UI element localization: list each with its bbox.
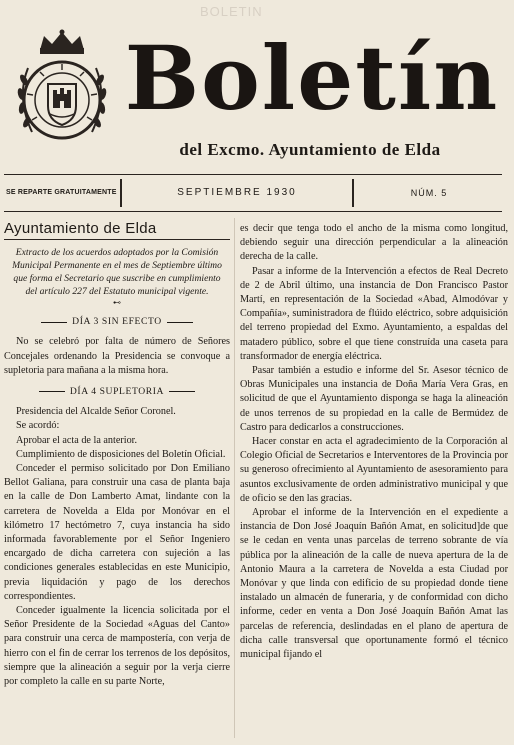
- paragraph: es decir que tenga todo el ancho de la misma como longitud, debiendo seguir una dirección perpendicular a la alineación derecha de la calle.: [240, 223, 508, 263]
- city-crest-icon: [10, 28, 114, 152]
- paragraph: Aprobar el informe de la Intervención en el expediente a instancia de Don José Joaquín Bañón Amat, en solicitud]de que se le cedan en venta unas parcelas de terreno sobrante de vía pública por la alineación de la calle de nueva apertura de la de Antonio Maura a la carretera de Novelda a esta Ciudad por Monóvar y que linda con edificio de su propiedad donde tiene instalado un almacén de funeraria, y de conformidad con dicho informe, ceder en venta a Don José Joaquín Bañón Amat las parcelas de referencia, deslindadas en el plano de apertura de dicha calle transversal que oportunamente formó el técnico municipal fijando el: [240, 507, 508, 661]
- distribution-note: SE REPARTE GRATUITAMENTE: [6, 189, 117, 196]
- paragraph: Se acordó:: [16, 420, 60, 432]
- column-divider: [234, 218, 235, 738]
- paragraph: Conceder el permiso solicitado por Don Emiliano Bellot Galiana, para construir una casa de planta baja en la calle de Don Lamberto Amat, lindante con la carretera de Novelda a Elda por Monóvar en el kilómetro 17 hectómetro 7, cuya instancia ha sido informada favorablemente por el Señor Ingeniero encargado de dicha carretera con sujeción a las condiciones generales establecidas en este Municipio, previa liquidación y pago de los derechos correspondientes.: [4, 463, 230, 602]
- issue-number: NÚM. 5: [410, 188, 448, 198]
- paragraph: Hacer constar en acta el agradecimiento de la Corporación al Colegio Oficial de Secretarios e Interventores de la Provincia por su generoso ofrecimiento al Ayuntamiento de asesoramiento para asuntos exclusivamente de orden administrativo municipal y que de oficio se den las gracias.: [240, 436, 508, 504]
- issue-date: SEPTIEMBRE 1930: [177, 187, 297, 198]
- ornament: ⊷: [113, 298, 121, 308]
- paragraph: Aprobar el acta de la anterior.: [16, 434, 138, 446]
- masthead-subtitle: del Excmo. Ayuntamiento de Elda: [179, 140, 441, 159]
- show-through-text: BOLETIN: [200, 4, 263, 19]
- paragraph: Pasar a informe de la Intervención a efectos de Real Decreto de 2 de Abril último, una instancia de Don Francisco Pastor Martí, en representación de la Sociedad «Abad, Almodóvar y Compañía», suministradora de flúido eléctrico, sobre adquisición del terreno propiedad del Exmo. Ayuntamiento, a espaldas del matadero público, sobre el que tiene construída una caseta para transformador de energía eléctrica.: [240, 265, 508, 362]
- day-3-heading: DÍA 3 SIN EFECTO: [4, 315, 230, 329]
- abstract-text: Extracto de los acuerdos adoptados por la Comisión Municipal Permanente en el mes de Septiembre último que forma el Secretario que suscribe en cumplimiento del artículo 227 del Estatuto municipal vigente.: [12, 247, 222, 298]
- section-title: Ayuntamiento de Elda: [4, 222, 230, 240]
- paragraph: No se celebró por falta de número de Señores Concejales ordenando la Presidencia se convoque a supletoria para mañana a la misma hora.: [4, 336, 230, 376]
- info-bar: [4, 174, 502, 212]
- day-4-heading: DÍA 4 SUPLETORIA: [4, 385, 230, 399]
- paragraph: Presidencia del Alcalde Señor Coronel.: [16, 406, 176, 418]
- paragraph: Pasar también a estudio e informe del Sr. Asesor técnico de Obras Municipales una instancia de Doña María Vera Gras, en solicitud de que el Ayuntamiento disponga se haga la alineación de unos terrenos de su propiedad en la calle de Bermúdez de Castro para dedicarlos a construcciones.: [240, 365, 508, 433]
- left-column: [4, 222, 230, 689]
- right-column: [240, 222, 508, 662]
- divider: [352, 179, 354, 207]
- paragraph: Cumplimiento de disposiciones del Boletín Oficial.: [16, 448, 226, 460]
- masthead-title: Boletín: [124, 26, 500, 130]
- paragraph: Conceder igualmente la licencia solicitada por el Señor Presidente de la Sociedad «Aguas del Canto» para construir una cerca de mampostería, con verja de hierro con el fin de cerrar los terrenos de los depósitos, siempre que la alineación a seguir por la verja cierre por completo la calle en su parte Norte,: [4, 605, 230, 688]
